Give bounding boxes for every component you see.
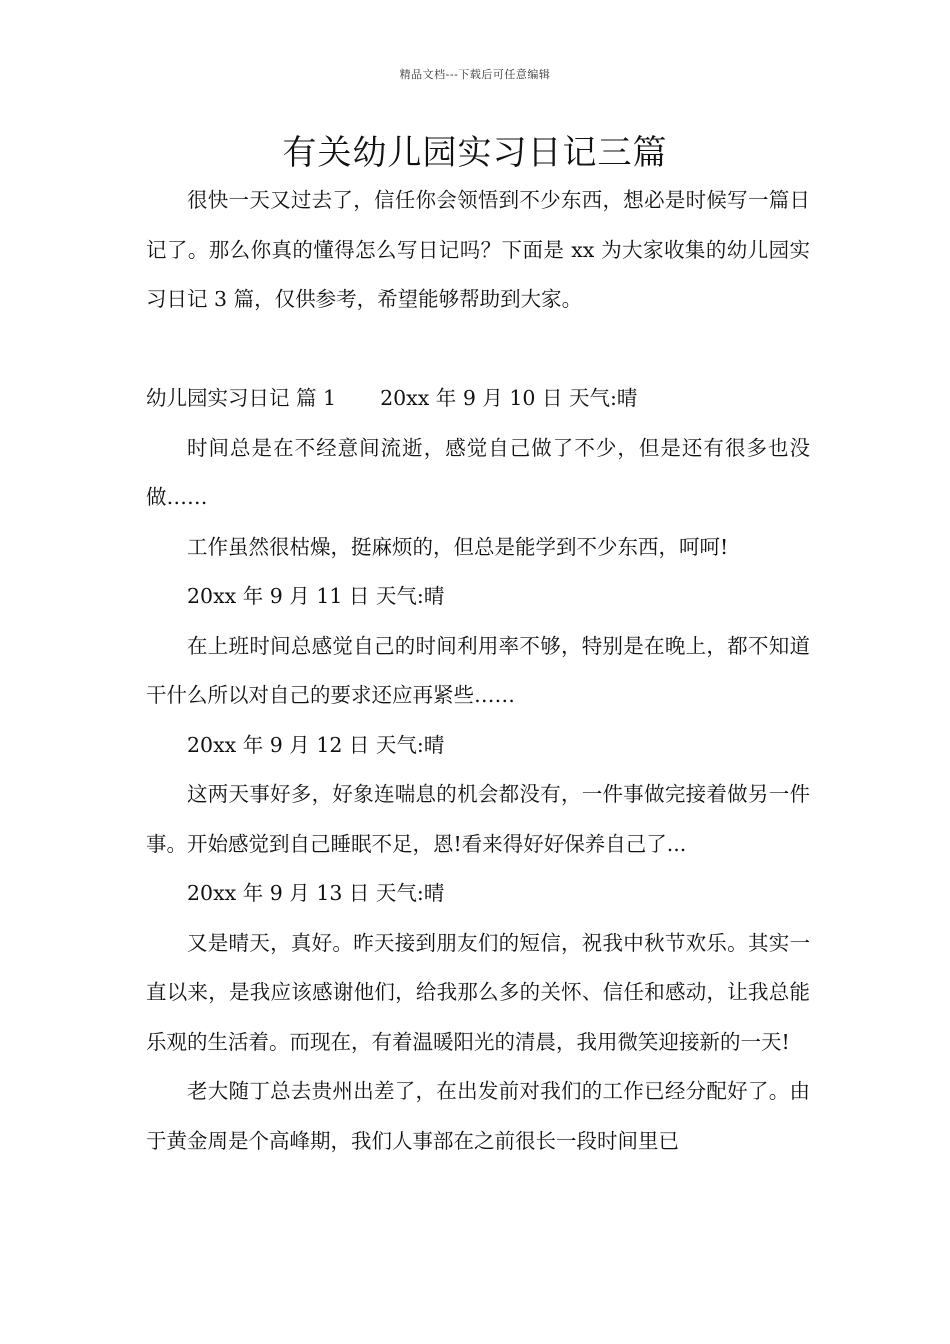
diary-paragraph: 时间总是在不经意间流逝，感觉自己做了不少，但是还有很多也没做…… [146, 435, 810, 509]
entry-heading-line [146, 374, 810, 424]
page-title: 有关幼儿园实习日记三篇 [282, 133, 668, 173]
diary-paragraph: 又是晴天，真好。昨天接到朋友们的短信，祝我中秋节欢乐。其实一直以来，是我应该感谢他们，给我那么多的关怀、信任和感动，让我总能乐观的生活着。而现在，有着温暖阳光的清晨，我用微笑迎接新的一天! [146, 930, 810, 1054]
entry-heading: 幼儿园实习日记 篇 1 [146, 386, 337, 410]
entry-date: 20xx 年 9 月 13 日 天气:晴 [187, 881, 445, 905]
entry-date: 20xx 年 9 月 10 日 天气:晴 [380, 386, 638, 410]
diary-paragraph: 老大随丁总去贵州出差了，在出发前对我们的工作已经分配好了。由于黄金周是个高峰期，我们人事部在之前很长一段时间里已 [146, 1079, 810, 1153]
article-body [146, 176, 810, 1166]
blank-line [146, 325, 810, 375]
entry-date: 20xx 年 9 月 11 日 天气:晴 [187, 584, 445, 608]
header-note: 精品文档---下载后可任意编辑 [399, 68, 551, 81]
diary-paragraph: 这两天事好多，好象连喘息的机会都没有，一件事做完接着做另一件事。开始感觉到自己睡眠不足，恩!看来得好好保养自己了... [146, 782, 810, 856]
diary-paragraph: 在上班时间总感觉自己的时间利用率不够，特别是在晚上，都不知道干什么所以对自己的要求还应再紧些…… [146, 633, 810, 707]
intro-paragraph: 很快一天又过去了，信任你会领悟到不少东西，想必是时候写一篇日记了。那么你真的懂得怎么写日记吗？下面是 xx 为大家收集的幼儿园实习日记 3 篇，仅供参考，希望能够帮助到大家。 [146, 188, 810, 311]
entry-date: 20xx 年 9 月 12 日 天气:晴 [187, 732, 445, 757]
diary-paragraph: 工作虽然很枯燥，挺麻烦的，但总是能学到不少东西，呵呵! [187, 534, 729, 559]
